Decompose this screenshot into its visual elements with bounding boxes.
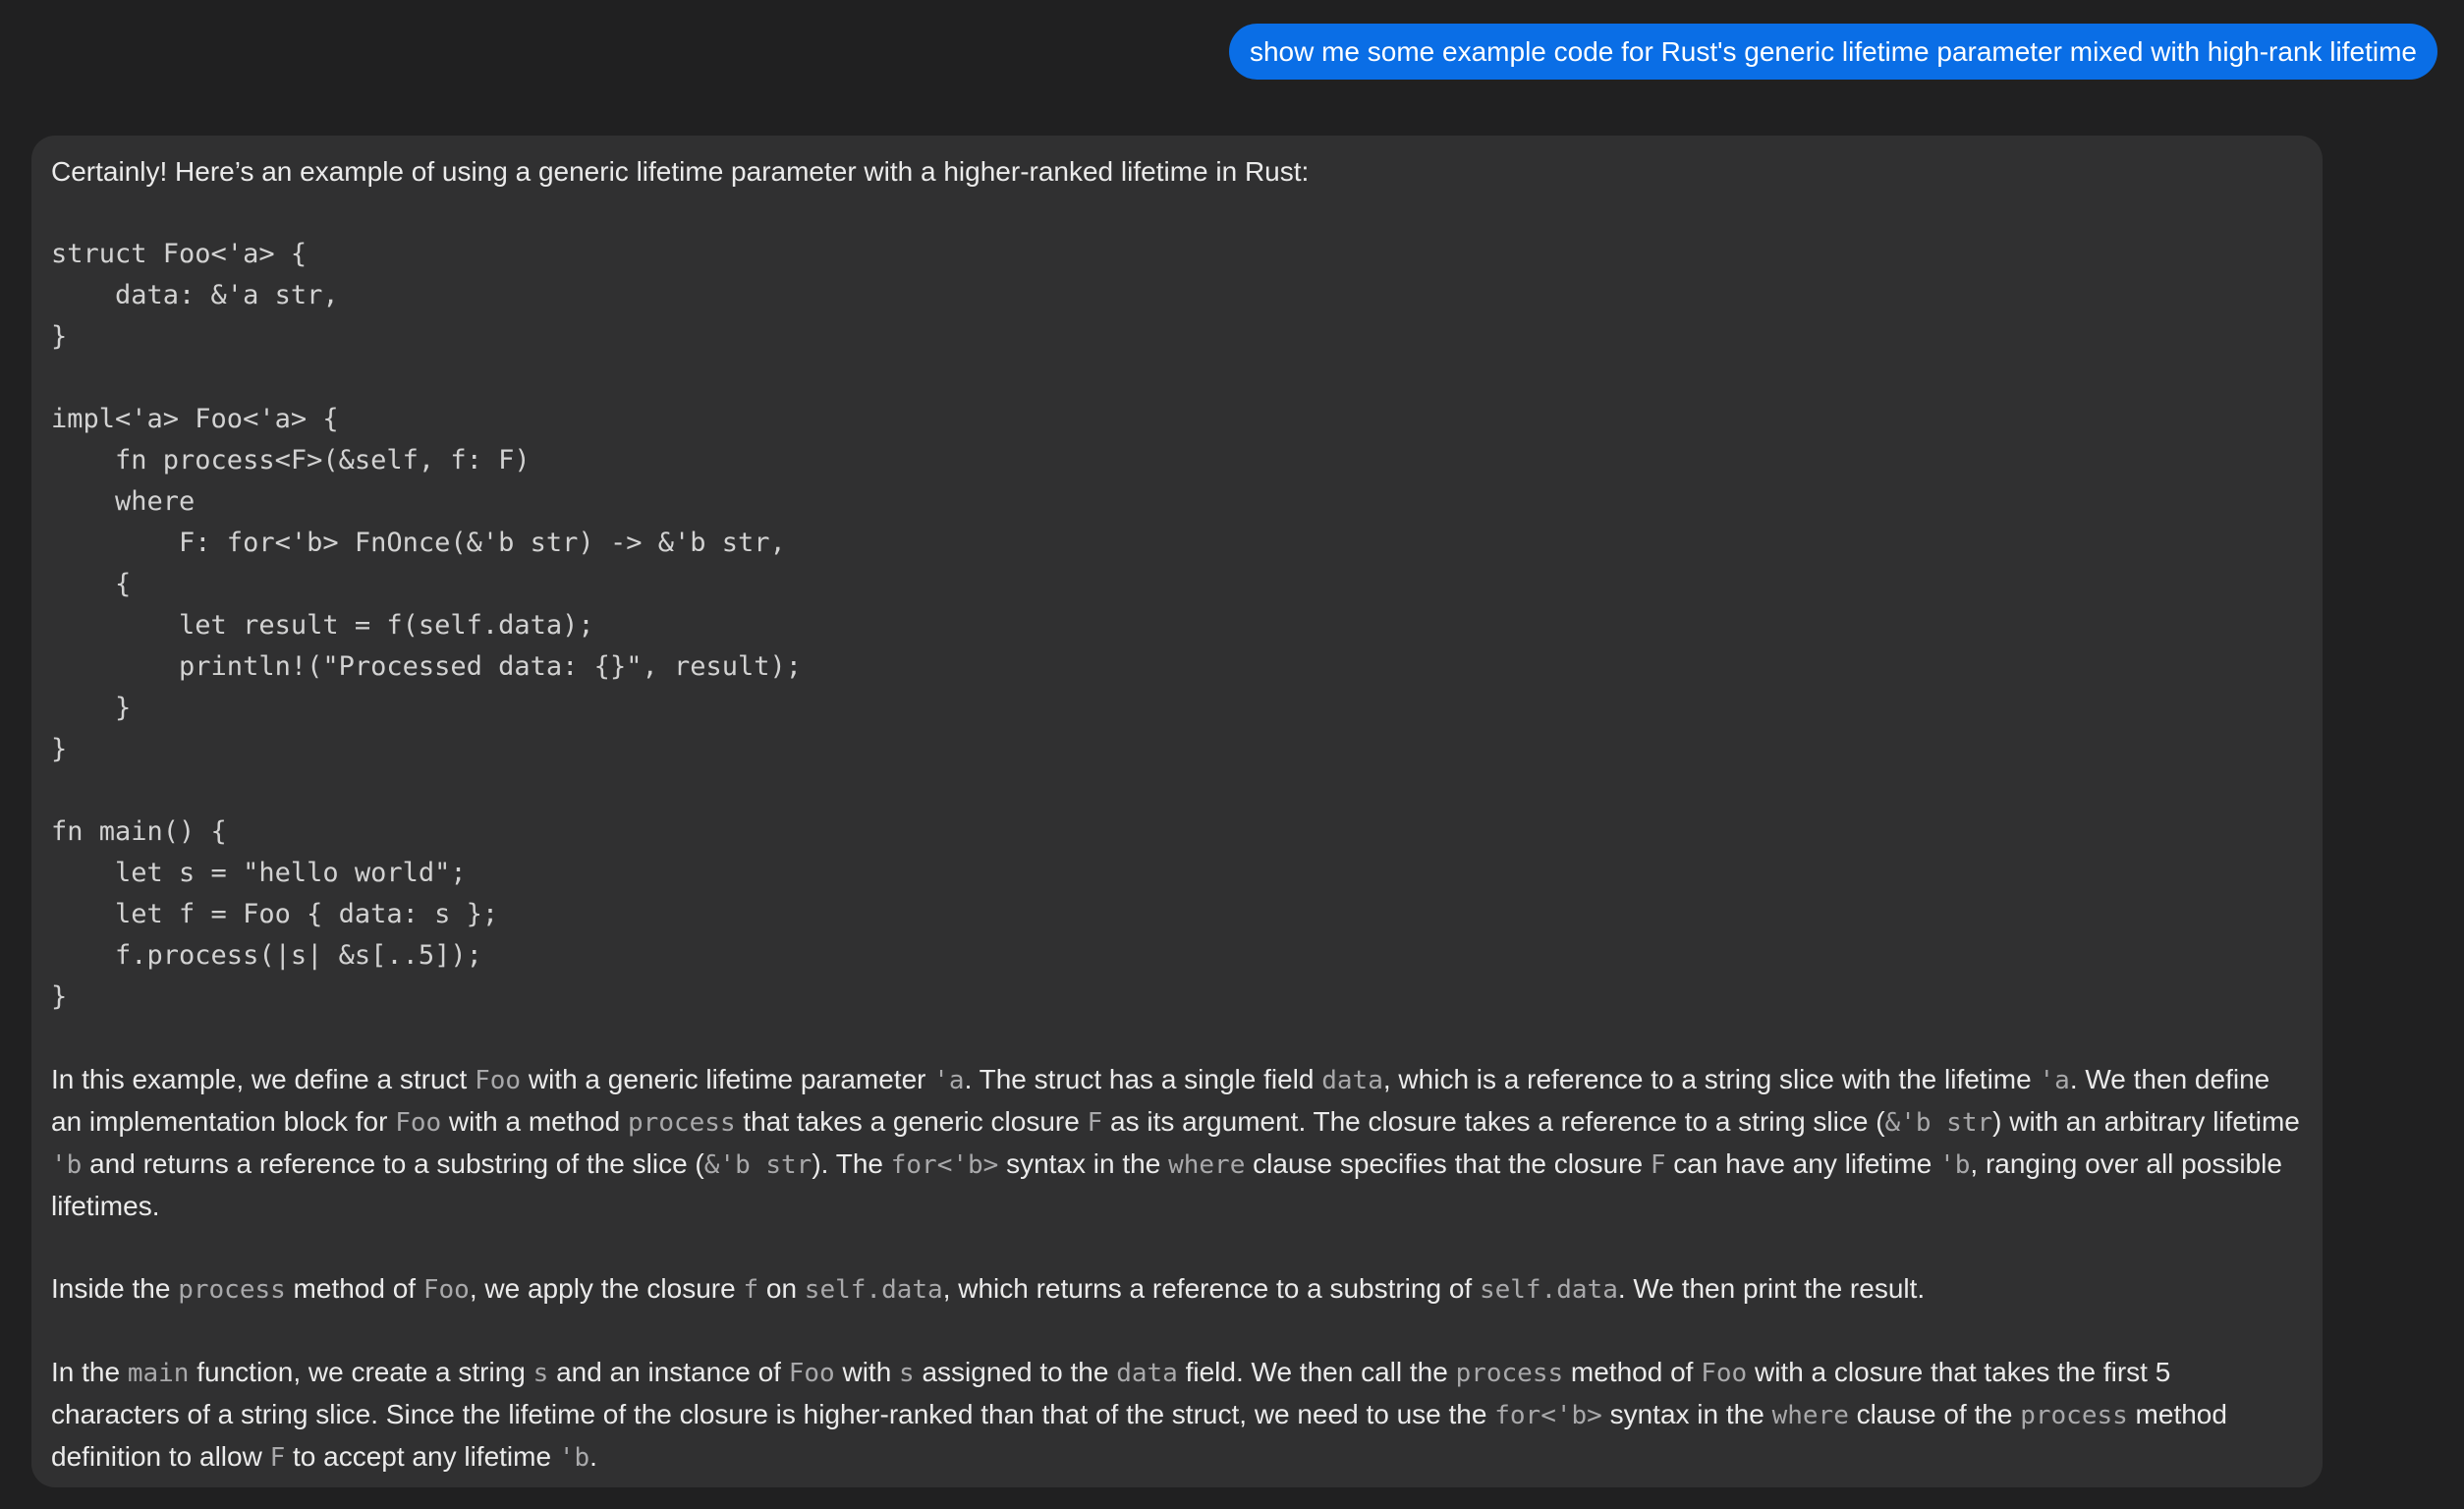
assistant-intro: Certainly! Here’s an example of using a generic lifetime parameter with a higher-ranked lifetime in Rust:: [51, 156, 1310, 187]
paragraph-text: method of: [285, 1273, 423, 1304]
paragraph-text: clause of the: [1848, 1399, 2021, 1429]
inline-code: process: [2020, 1401, 2128, 1430]
paragraph-text: , we apply the closure: [469, 1273, 744, 1304]
inline-code: &'b str: [1884, 1108, 1993, 1138]
user-message-bubble: show me some example code for Rust's generic lifetime parameter mixed with high-rank lifetime: [1229, 24, 2437, 80]
inline-code: Foo: [395, 1108, 442, 1138]
paragraph-text: syntax in the: [998, 1148, 1169, 1179]
paragraph-text: to accept any lifetime: [285, 1441, 559, 1472]
paragraph-text: assigned to the: [914, 1357, 1117, 1387]
paragraph-text: with a closure that takes the first 5 characters of a string slice. Since the lifetime of the closure is higher-ranked than that of the struct, we need to use the: [51, 1357, 2179, 1429]
paragraph-text: In this example, we define a struct: [51, 1064, 476, 1094]
paragraph-text: with a method: [441, 1106, 629, 1137]
assistant-paragraph-3: [51, 1352, 2303, 1479]
inline-code: process: [628, 1108, 736, 1138]
inline-code: for<'b>: [890, 1150, 999, 1180]
paragraph-text: as its argument. The closure takes a reference to a string slice (: [1102, 1106, 1885, 1137]
inline-code: data: [1116, 1359, 1178, 1388]
paragraph-text: function, we create a string: [189, 1357, 533, 1387]
inline-code: Foo: [788, 1359, 835, 1388]
inline-code: process: [1455, 1359, 1564, 1388]
inline-code: Foo: [475, 1066, 522, 1095]
inline-code: self.data: [804, 1275, 943, 1305]
inline-code: Foo: [422, 1275, 470, 1305]
inline-code: 'a: [2039, 1066, 2070, 1095]
paragraph-text: , which is a reference to a string slice with the lifetime: [1382, 1064, 2040, 1094]
inline-code: data: [1321, 1066, 1383, 1095]
paragraph-text: , which returns a reference to a substring of: [942, 1273, 1480, 1304]
paragraph-text: syntax in the: [1601, 1399, 1772, 1429]
paragraph-text: that takes a generic closure: [735, 1106, 1088, 1137]
spacer: [51, 1227, 2303, 1268]
inline-code: process: [178, 1275, 286, 1305]
assistant-message-bubble: [31, 136, 2323, 1487]
paragraph-text: ) with an arbitrary lifetime: [1992, 1106, 2308, 1137]
inline-code: s: [532, 1359, 549, 1388]
paragraph-text: Inside the: [51, 1273, 179, 1304]
inline-code: F: [269, 1443, 286, 1473]
paragraph-text: field. We then call the: [1177, 1357, 1456, 1387]
paragraph-text: method of: [1563, 1357, 1702, 1387]
inline-code: &'b str: [703, 1150, 812, 1180]
inline-code: 'b: [51, 1150, 83, 1180]
code-block: struct Foo<'a> { data: &'a str, } impl<'a> Foo<'a> { fn process<F>(&self, f: F) where F: for<'b> FnOnce(&'b str) -> &'b str, { let result = f(self.data); println!("Processed data: {}", result); } } fn main() { let s = "hello world"; let f = Foo { data: s }; f.process(|s| &s[..5]); }: [51, 239, 803, 1012]
assistant-paragraph-2: [51, 1268, 2303, 1311]
inline-code: where: [1771, 1401, 1849, 1430]
spacer: [51, 1018, 2303, 1059]
paragraph-text: , ranging over all possible lifetimes.: [51, 1148, 2290, 1221]
paragraph-text: clause specifies that the closure: [1245, 1148, 1651, 1179]
paragraph-text: .: [589, 1441, 597, 1472]
paragraph-text: with a generic lifetime parameter: [521, 1064, 934, 1094]
paragraph-text: ). The: [812, 1148, 891, 1179]
paragraph-text: and an instance of: [548, 1357, 789, 1387]
inline-code: F: [1650, 1150, 1666, 1180]
paragraph-text: In the: [51, 1357, 128, 1387]
paragraph-text: . The struct has a single field: [964, 1064, 1322, 1094]
inline-code: 'b: [1939, 1150, 1971, 1180]
inline-code: main: [127, 1359, 190, 1388]
paragraph-text: on: [758, 1273, 805, 1304]
spacer: [51, 193, 2303, 234]
paragraph-text: method definition to allow: [51, 1399, 2235, 1472]
spacer: [51, 1311, 2303, 1352]
inline-code: where: [1168, 1150, 1246, 1180]
paragraph-text: and returns a reference to a substring of the slice (: [82, 1148, 704, 1179]
inline-code: 'a: [933, 1066, 965, 1095]
inline-code: F: [1087, 1108, 1103, 1138]
paragraph-text: can have any lifetime: [1665, 1148, 1940, 1179]
inline-code: f: [743, 1275, 759, 1305]
paragraph-text: . We then print the result.: [1617, 1273, 1926, 1304]
inline-code: s: [899, 1359, 915, 1388]
paragraph-text: with: [834, 1357, 900, 1387]
paragraph-text: . We then define an implementation block for: [51, 1064, 2277, 1137]
inline-code: for<'b>: [1494, 1401, 1602, 1430]
inline-code: 'b: [558, 1443, 590, 1473]
assistant-paragraph-1: [51, 1059, 2308, 1227]
inline-code: self.data: [1479, 1275, 1618, 1305]
inline-code: Foo: [1701, 1359, 1748, 1388]
